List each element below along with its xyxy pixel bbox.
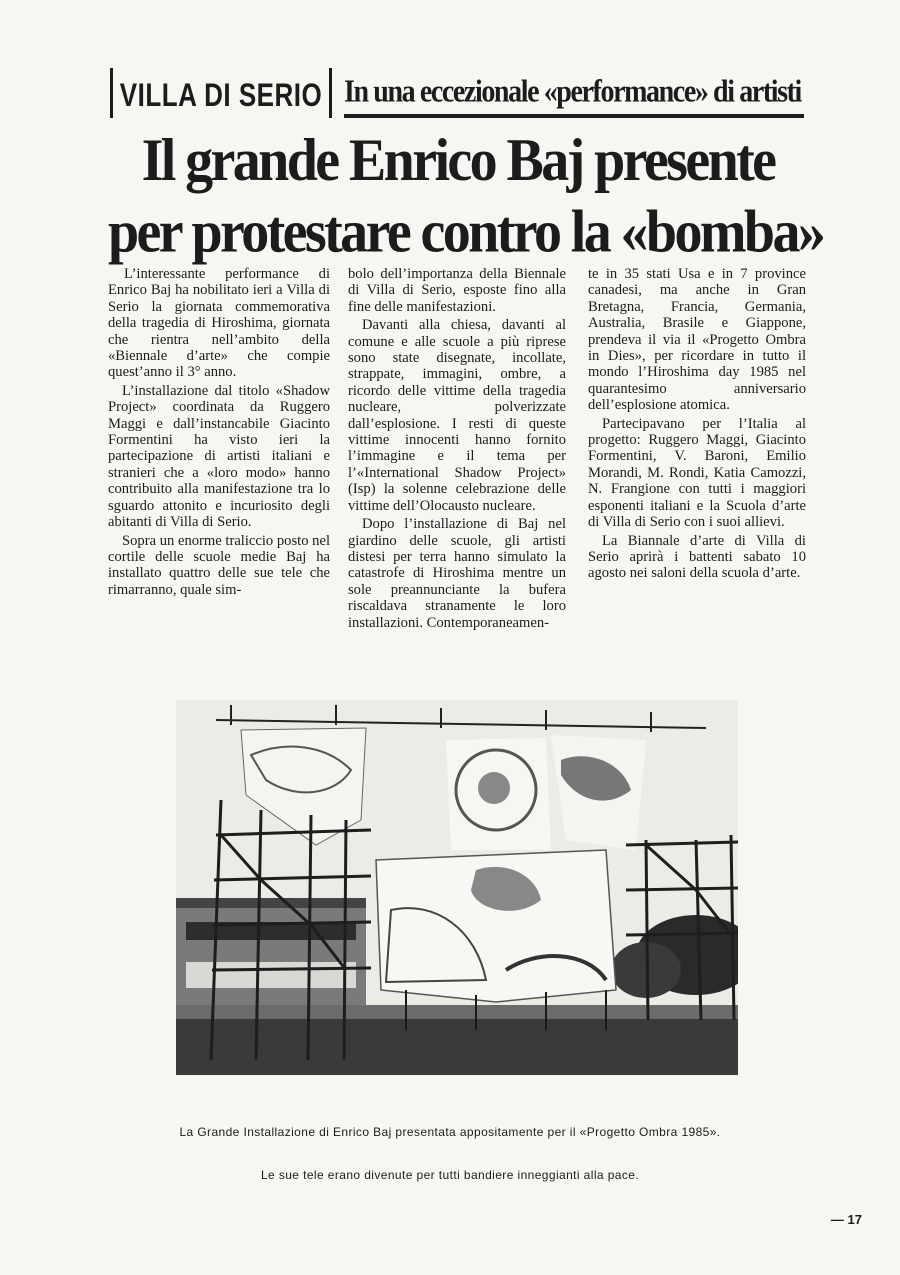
photo-caption-secondary: Le sue tele erano divenute per tutti bandiere inneggianti alla pace.	[260, 1168, 640, 1182]
paragraph: bolo dell’importanza della Biennale di Villa di Serio, esposte fino alla fine delle manifestazioni.	[348, 266, 566, 315]
article-column-3	[588, 266, 806, 584]
headline-line-1: Il grande Enrico Baj presente	[141, 127, 775, 195]
paragraph: La Biannale d’arte di Villa di Serio aprirà i battenti sabato 10 agosto nei saloni della scuola d’arte.	[588, 532, 806, 582]
paragraph: Davanti alla chiesa, davanti al comune e alle scuole a più riprese sono state disegnate, incollate, strappate, immagini, ombre, a ricordo delle vittime della tragedia nucleare, polverizzate dall’esplosione. I resti di queste vittime innocenti hanno fornito l’immagine e il tema per l’«International Shadow Project» (Isp) la solenne celebrazione delle vittime dell’Olocausto nucleare.	[348, 317, 566, 514]
section-kicker	[110, 68, 332, 118]
page-number: — 17	[830, 1212, 862, 1227]
paragraph: L’interessante performance di Enrico Baj ha nobilitato ieri a Villa di Serio la giornata commemorativa della tragedia di Hiroshima, giornata che rientra nell’ambito della «Biennale d’arte» che compie quest’anno il 3° anno.	[108, 266, 330, 381]
strap-rule	[344, 114, 804, 118]
paragraph: Sopra un enorme traliccio posto nel cortile delle scuole medie Baj ha installato quattro delle sue tele che rimarranno, quale sim-	[108, 532, 330, 598]
paragraph: Partecipavano per l’Italia al progetto: Ruggero Maggi, Giacinto Formentini, V. Baroni, Emilio Morandi, M. Rondi, Katia Camozzi, N. Frangione con tutti i maggiori esponenti italiani e la Scuola d’arte di Villa di Serio con i suoi allievi.	[588, 415, 806, 531]
headline-line-2: per protestare contro la «bomba»	[108, 198, 824, 266]
paragraph: te in 35 stati Usa e in 7 province canadesi, ma anche in Gran Bretagna, Francia, Germania, Australia, Brasile e Giappone, prendeva il via il «Progetto Ombra in Dies», per ricordare in tutto il mondo l’Hiroshima day 1985 nel quarantesimo anniversario dell’esplosione atomica.	[588, 266, 806, 414]
article-column-2	[348, 266, 566, 633]
kicker-label: VILLA DI SERIO	[119, 76, 323, 114]
photo-caption: La Grande Installazione di Enrico Baj presentata appositamente per il «Progetto Ombra 1985».	[179, 1125, 721, 1139]
strap-line: In una eccezionale «performance» di artisti	[344, 74, 801, 110]
paragraph: L’installazione dal titolo «Shadow Project» coordinata da Ruggero Maggi e dall’instancabile Giacinto Formentini ha visto ieri la partecipazione di artisti italiani e stranieri che a «loro modo» hanno contribuito alla manifestazione tra lo sguardo attonito e incuriosito degli abitanti di Villa di Serio.	[108, 382, 330, 531]
paragraph: Dopo l’installazione di Baj nel giardino delle scuole, gli artisti distesi per terra hanno simulato la catastrofe di Hiroshima mentre un sole preannunciante la bufera riscaldava stranamente le loro installazioni. Contemporaneamen-	[348, 516, 566, 631]
article-column-1	[108, 266, 330, 600]
headline	[108, 125, 824, 268]
installation-photo	[176, 700, 738, 1075]
photo-illustration	[176, 700, 738, 1075]
